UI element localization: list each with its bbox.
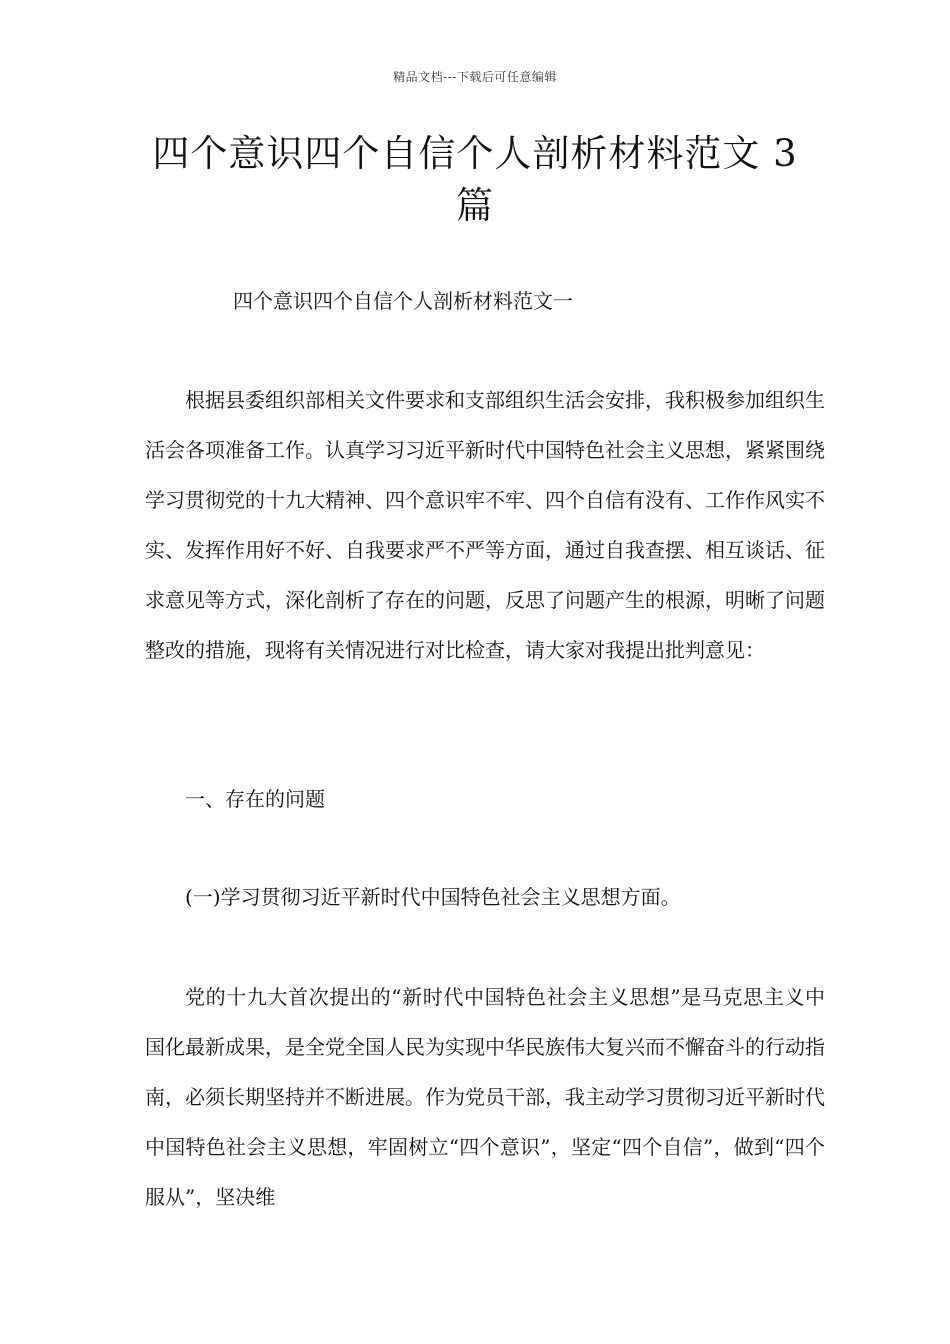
- section-subtitle: 四个意识四个自信个人剖析材料范文一: [233, 289, 573, 313]
- section-heading: 一、存在的问题: [185, 787, 325, 811]
- paragraph-body: 党的十九大首次提出的“新时代中国特色社会主义思想”是马克思主义中国化最新成果，是全党全国人民为实现中华民族伟大复兴而不懈奋斗的行动指南，必须长期坚持并不断进展。作为党员干部，我主动学习贯彻习近平新时代中国特色社会主义思想，牢固树立“四个意识”，坚定“四个自信”，做到“四个服从”，坚决维: [145, 985, 825, 1209]
- header-note: 精品文档---下载后可任意编辑: [393, 70, 557, 84]
- paragraph-intro: 根据县委组织部相关文件要求和支部组织生活会安排，我积极参加组织生活会各项准备工作。认真学习习近平新时代中国特色社会主义思想，紧紧围绕学习贯彻党的十九大精神、四个意识牢不牢、四个自信有没有、工作作风实不实、发挥作用好不好、自我要求严不严等方面，通过自我查摆、相互谈话、征求意见等方式，深化剖析了存在的问题，反思了问题产生的根源，明晰了问题整改的措施，现将有关情况进行对比检查，请大家对我提出批判意见：: [145, 388, 825, 662]
- subsection-heading: (一)学习贯彻习近平新时代中国特色社会主义思想方面。: [185, 885, 681, 909]
- document-title: 四个意识四个自信个人剖析材料范文 3 篇: [152, 132, 798, 227]
